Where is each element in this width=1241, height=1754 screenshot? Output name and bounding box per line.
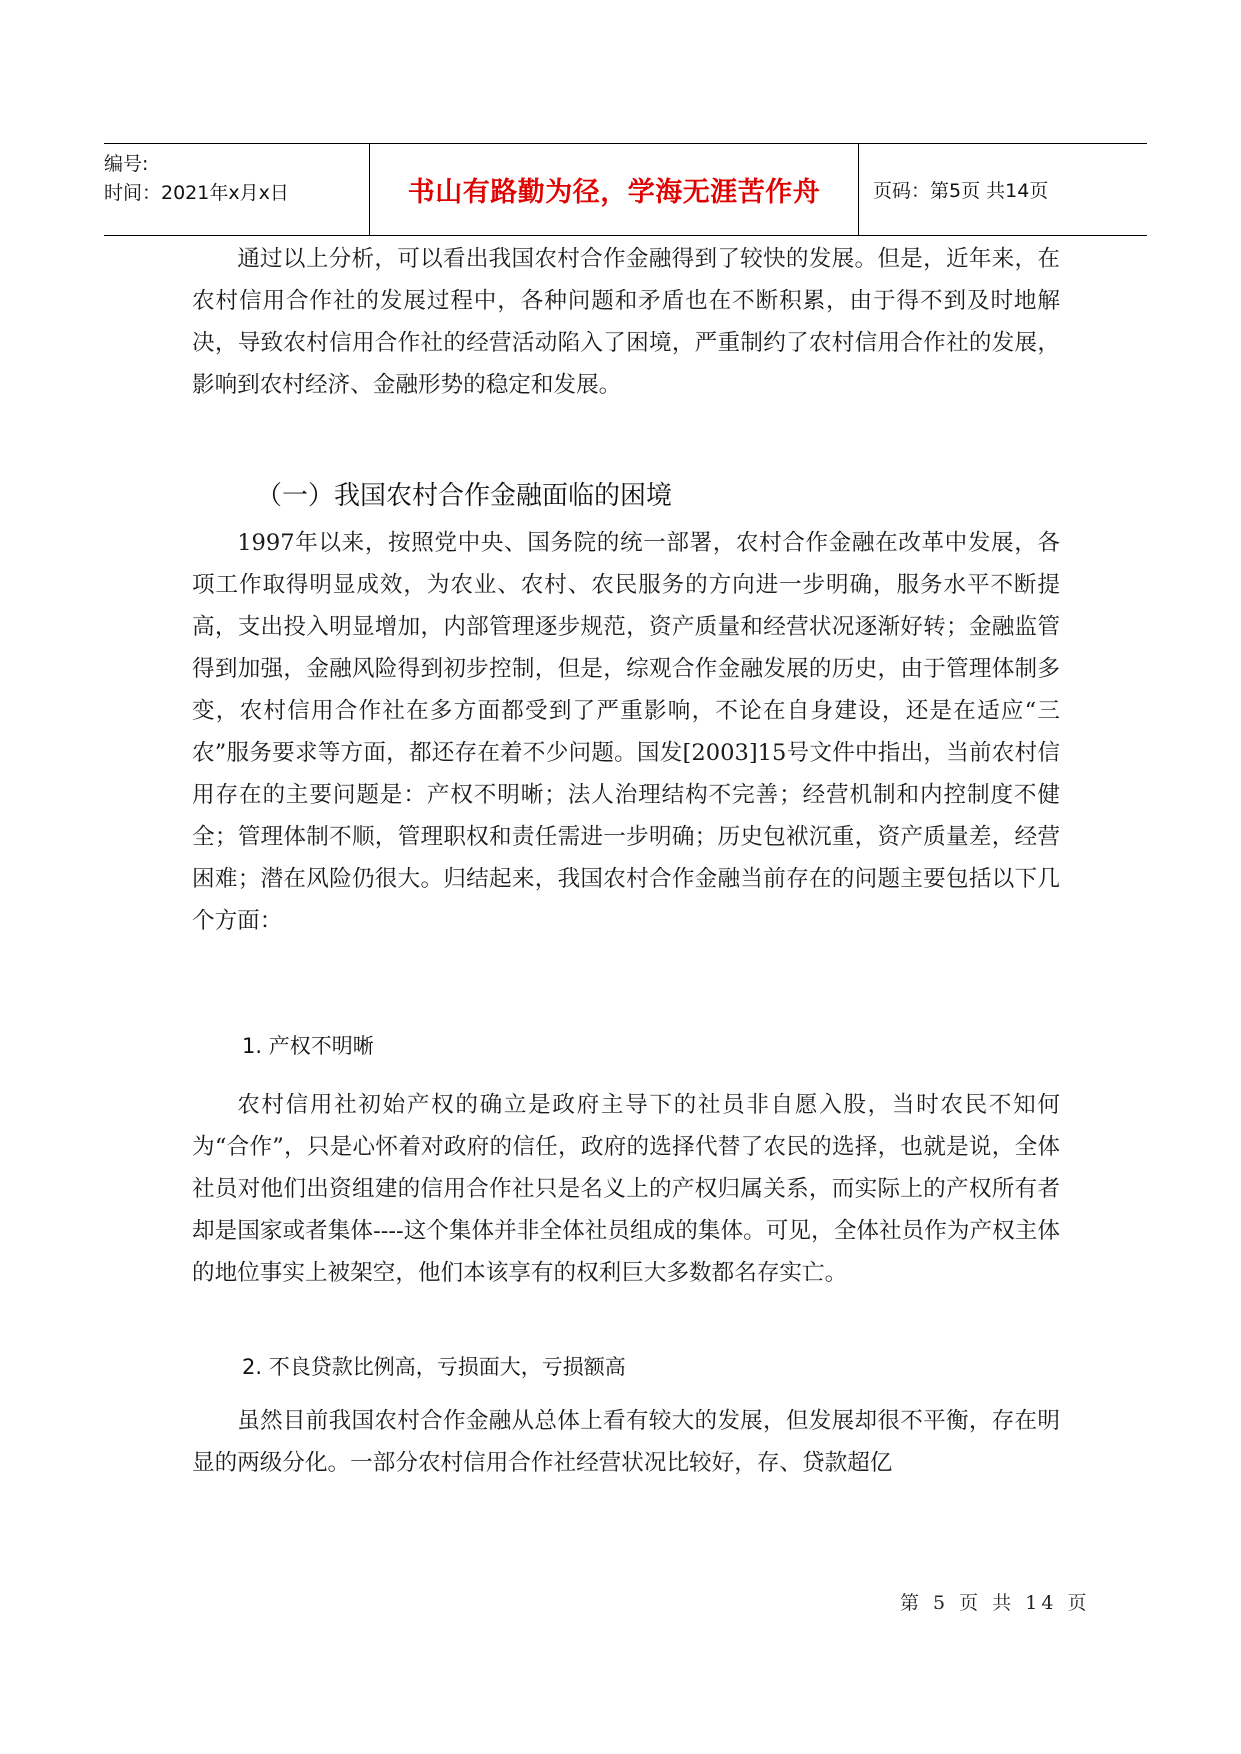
page-footer: 第 5 页 共 14 页 [900, 1592, 1091, 1614]
item-2-heading: 2. 不良贷款比例高，亏损面大，亏损额高 [242, 1355, 626, 1379]
intro-paragraph: 通过以上分析，可以看出我国农村合作金融得到了较快的发展。但是，近年来，在农村信用合作社的发展过程中，各种问题和矛盾也在不断积累，由于得不到及时地解决，导致农村信用合作社的经营活动陷入了困境，严重制约了农村信用合作社的发展，影响到农村经济、金融形势的稳定和发展。 [192, 246, 1060, 398]
item-1-heading: 1. 产权不明晰 [242, 1034, 374, 1058]
header-motto: 书山有路勤为径，学海无涯苦作舟 [407, 177, 821, 208]
header-left-cell [104, 144, 369, 235]
item-2-paragraph: 虽然目前我国农村合作金融从总体上看有较大的发展，但发展却很不平衡，存在明显的两级分化。一部分农村信用合作社经营状况比较好，存、贷款超亿 [192, 1408, 1060, 1476]
section-heading: （一）我国农村合作金融面临的困境 [256, 481, 673, 511]
item-1-paragraph: 农村信用社初始产权的确立是政府主导下的社员非自愿入股，当时农民不知何为“合作”，只是心怀着对政府的信任，政府的选择代替了农民的选择，也就是说，全体社员对他们出资组建的信用合作社只是名义上的产权归属关系，而实际上的产权所有者却是国家或者集体----这个集体并非全体社员组成的集体。可见，全体社员作为产权主体的地位事实上被架空，他们本该享有的权利巨大多数都名存实亡。 [192, 1092, 1060, 1286]
section-paragraph: 1997年以来，按照党中央、国务院的统一部署，农村合作金融在改革中发展，各项工作取得明显成效，为农业、农村、农民服务的方向进一步明确，服务水平不断提高，支出投入明显增加，内部管理逐步规范，资产质量和经营状况逐渐好转；金融监管得到加强，金融风险得到初步控制，但是，综观合作金融发展的历史，由于管理体制多变，农村信用合作社在多方面都受到了严重影响，不论在自身建设，还是在适应“三农”服务要求等方面，都还存在着不少问题。国发[2003]15号文件中指出，当前农村信用存在的主要问题是：产权不明晰；法人治理结构不完善；经营机制和内控制度不健全；管理体制不顺，管理职权和责任需进一步明确；历史包袱沉重，资产质量差，经营困难；潜在风险仍很大。归结起来，我国农村合作金融当前存在的问题主要包括以下几个方面： [192, 530, 1060, 934]
header-page-label: 页码：第5页 共14页 [873, 180, 1049, 202]
document-header [104, 143, 1147, 236]
document-number-label: 编号: [104, 153, 149, 175]
header-page-cell [859, 144, 1147, 235]
header-motto-cell [369, 144, 859, 235]
document-time-label: 时间：2021年x月x日 [104, 182, 289, 204]
